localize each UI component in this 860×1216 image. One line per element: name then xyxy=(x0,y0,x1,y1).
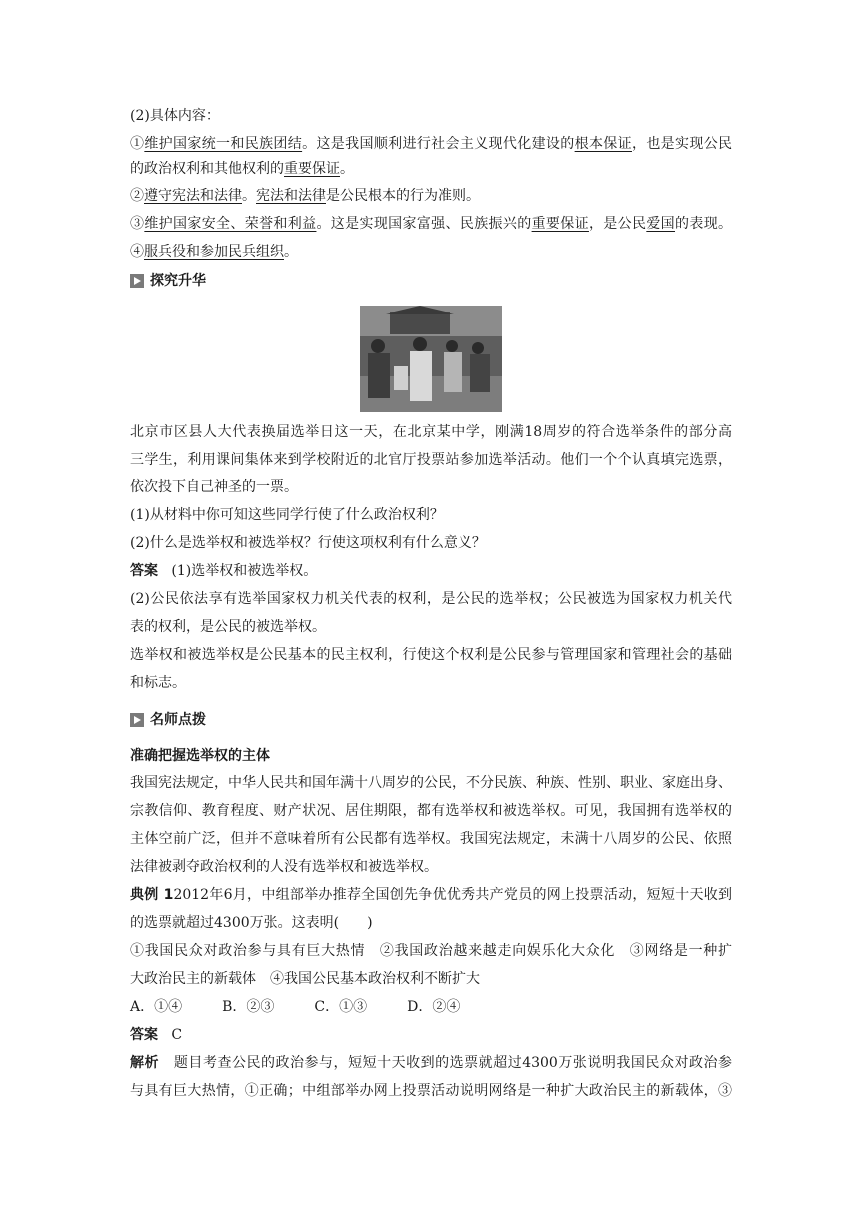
question-1: (1)从材料中你可知这些同学行使了什么政治权利？ xyxy=(130,507,444,523)
tips-body-line-4: 法律被剥夺政治权利的人没有选举权和被选举权。 xyxy=(130,859,438,875)
key-phrase: 维护国家安全、荣誉和利益 xyxy=(144,216,317,232)
material-line-2: 三学生，利用课间集体来到学校附近的北官厅投票站参加选举活动。他们一个个认真填完选票， xyxy=(130,452,732,468)
example-stem-line-2: 的选票就超过4300万张。这表明( ) xyxy=(130,915,373,931)
question-2: (2)什么是选举权和被选举权？行使这项权利有什么意义？ xyxy=(130,535,486,551)
example-statements-line-2: 大政治民主的新载体 ④我国公民基本政治权利不断扩大 xyxy=(130,971,480,987)
option-a: A．①④ xyxy=(130,999,183,1015)
key-phrase: 重要保证 xyxy=(284,161,340,177)
option-b: B．②③ xyxy=(222,999,275,1015)
explore-section-header xyxy=(130,270,732,292)
example-stem-line-1: 典例 12012年6月，中组部举办推荐全国创先争优优秀共产党员的网上投票活动，短短十天收到 xyxy=(130,887,732,903)
key-phrase: 遵守宪法和法律 xyxy=(144,188,242,204)
play-marker-icon xyxy=(130,713,144,727)
content-item-1-line-2: 的政治权利和其他权利的重要保证。 xyxy=(130,161,354,177)
photo-illustration xyxy=(360,306,502,412)
example-label: 典例 1 xyxy=(130,887,174,903)
analysis-line-2: 与具有巨大热情，①正确；中组部举办网上投票活动说明网络是一种扩大政治民主的新载体，③ xyxy=(130,1083,732,1099)
option-d: D．②④ xyxy=(407,999,461,1015)
content-item-1-line-1: ①维护国家统一和民族团结。这是我国顺利进行社会主义现代化建设的根本保证，也是实现公民 xyxy=(130,136,733,152)
key-phrase: 服兵役和参加民兵组织 xyxy=(144,244,284,260)
key-phrase: 维护国家统一和民族团结 xyxy=(144,136,303,152)
answer-label: 答案 xyxy=(130,563,158,579)
content-item-2: ②遵守宪法和法律。宪法和法律是公民根本的行为准则。 xyxy=(130,188,480,204)
key-phrase: 爱国 xyxy=(646,216,676,232)
answer-text: C xyxy=(171,1027,183,1043)
answer-3-line-1: 选举权和被选举权是公民基本的民主权利，行使这个权利是公民参与管理国家和管理社会的基础 xyxy=(130,647,732,663)
option-c: C．①③ xyxy=(314,999,368,1015)
tips-section-header xyxy=(130,709,732,731)
tips-body-line-1: 我国宪法规定，中华人民共和国年满十八周岁的公民，不分民族、种族、性别、职业、家庭出身、 xyxy=(130,775,732,791)
key-phrase: 重要保证 xyxy=(531,216,589,232)
content-item-4: ④服兵役和参加民兵组织。 xyxy=(130,244,298,260)
material-line-1: 北京市区县人大代表换届选举日这一天，在北京某中学，刚满18周岁的符合选举条件的部分高 xyxy=(130,424,732,440)
example-answer xyxy=(130,1024,732,1046)
key-phrase: 宪法和法律 xyxy=(256,188,326,204)
election-photo xyxy=(360,306,502,412)
answer-3-line-2: 和标志。 xyxy=(130,675,186,691)
example-statements-line-1: ①我国民众对政治参与具有巨大热情 ②我国政治越来越走向娱乐化大众化 ③网络是一种扩 xyxy=(130,943,732,959)
content-item-3: ③维护国家安全、荣誉和利益。这是实现国家富强、民族振兴的重要保证，是公民爱国的表现。 xyxy=(130,216,733,232)
analysis-line-1: 解析 题目考查公民的政治参与，短短十天收到的选票就超过4300万张说明我国民众对政治参 xyxy=(130,1055,732,1071)
tips-section-title: 名师点拨 xyxy=(150,712,206,728)
example-options xyxy=(130,996,732,1018)
key-phrase: 根本保证 xyxy=(574,136,632,152)
explore-section-title: 探究升华 xyxy=(150,273,206,289)
answer-2-line-1: (2)公民依法享有选举国家权力机关代表的权利，是公民的选举权；公民被选为国家权力机关代 xyxy=(130,591,732,607)
tips-body-line-2: 宗教信仰、教育程度、财产状况、居住期限，都有选举权和被选举权。可见，我国拥有选举权的 xyxy=(130,803,732,819)
tips-subtitle: 准确把握选举权的主体 xyxy=(130,748,270,764)
play-marker-icon xyxy=(130,274,144,288)
section-heading: (2)具体内容： xyxy=(130,108,220,124)
analysis-label: 解析 xyxy=(130,1055,160,1071)
answer-line-1 xyxy=(130,560,732,582)
material-line-3: 依次投下自己神圣的一票。 xyxy=(130,479,298,495)
answer-2-line-2: 表的权利，是公民的被选举权。 xyxy=(130,619,326,635)
answer-label: 答案 xyxy=(130,1027,158,1043)
tips-body-line-3: 主体空前广泛，但并不意味着所有公民都有选举权。我国宪法规定，未满十八周岁的公民、依照 xyxy=(130,831,732,847)
answer-text: (1)选举权和被选举权。 xyxy=(171,563,318,579)
